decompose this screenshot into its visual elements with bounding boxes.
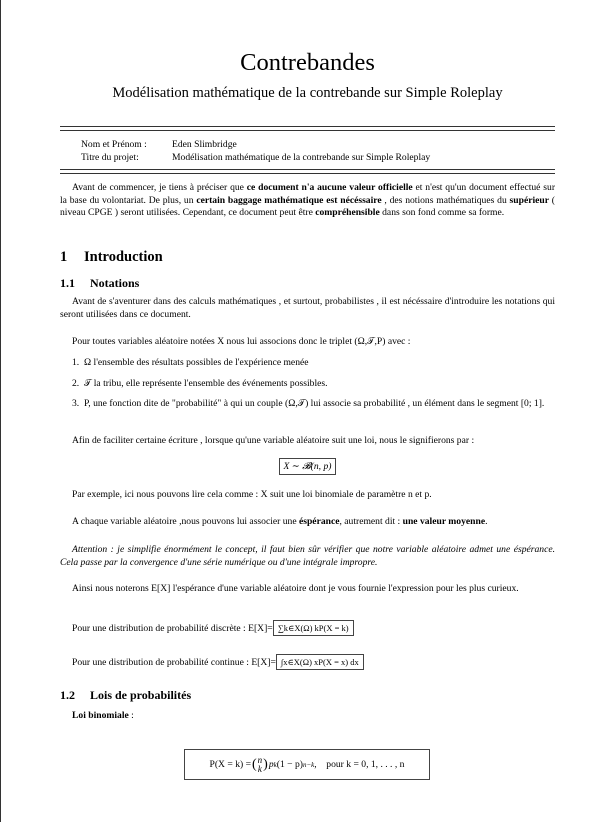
continuous-expectation: Pour une distribution de probabilité continue : E[X]= ∫x∈X(Ω) xP(X = x) dx (60, 656, 555, 670)
section-1-2-heading: 1.2 Lois de probabilités (60, 688, 192, 702)
project-key: Titre du projet: (81, 151, 139, 163)
author-metadata (81, 139, 430, 164)
document-subtitle: Modélisation mathématique de la contrebande sur Simple Roleplay (112, 85, 503, 101)
binomial-pmf-formula-box: P(X = k) = ( n k ) p k (1 − p) n−k , pour k = 0, 1, . . . , n (184, 749, 430, 780)
name-key: Nom et Prénom : (81, 139, 147, 150)
section-1-heading: 1 Introduction (60, 249, 163, 265)
definitions-list (60, 357, 555, 419)
section-1-1-heading: 1.1 Notations (60, 276, 140, 290)
binomiale-label: Loi binomiale (72, 710, 129, 721)
notations-paragraph: Avant de s'aventurer dans des calculs mathématiques , et surtout, probabilistes , il est nécéssaire d'introduire les notations qui seront utilisées dans ce document. (60, 296, 555, 320)
intro-paragraph: Avant de commencer, je tiens à préciser que ce document n'a aucune valeur officielle et n'est qu'un document effectué sur la base du volontariat. De plus, un certain baggage mathématique est nécéssaire , des notions mathématiques du supérieur ( niveau CPGE ) seront utilisées. Cependant, ce document peut être compréhensible dans son fond comme sa forme. (60, 182, 556, 219)
list-item: 2. 𝒯 la tribu, elle représente l'ensemble des événements possibles. (72, 377, 328, 389)
esperance-paragraph: A chaque variable aléatoire ,nous pouvons lui associer une éspérance, autrement dit : une valeur moyenne. (72, 516, 488, 527)
list-item: 1. Ω l'ensemble des résultats possibles de l'expérience menée (72, 357, 309, 368)
page-border (0, 0, 1, 822)
list-item: 3. P, une fonction dite de "probabilité" à qui un couple (Ω,𝒯) lui associe sa probabilité , un élément dans le segment [0; 1]. (72, 398, 545, 410)
discrete-formula-box: ∑k∈X(Ω) kP(X = k) (273, 620, 354, 636)
ainsi-paragraph: Ainsi nous noterons E[X] l'espérance d'une variable aléatoire dont je vous fournie l'expression pour les plus curieux. (72, 583, 519, 594)
header-rule-bottom-2 (60, 173, 555, 174)
discrete-expectation: Pour une distribution de probabilité discrète : E[X]= ∑k∈X(Ω) kP(X = k) (60, 622, 555, 636)
header-rule-bottom-1 (60, 169, 555, 170)
binomiale-label-line: Loi binomiale : (72, 710, 134, 721)
binomial-notation (60, 458, 555, 475)
name-value: Eden Slimbridge (172, 139, 237, 150)
attention-paragraph: Attention : je simplifie énormément le concept, il faut bien sûr vérifier que notre variable aléatoire admet une éspérance. Cela passe par la convergence d'une série numérique ou d'une intégrale impropre. (60, 544, 555, 568)
project-value: Modélisation mathématique de la contrebande sur Simple Roleplay (172, 151, 431, 163)
header-rule-top-1 (60, 126, 555, 127)
binomial-notation-box: X ∼ 𝓑(n, p) (279, 458, 337, 475)
header-rule-top-2 (60, 130, 555, 131)
continuous-formula-box: ∫x∈X(Ω) xP(X = x) dx (276, 654, 364, 670)
loi-paragraph: Afin de faciliter certaine écriture , lorsque qu'une variable aléatoire suit une loi, nous le signifierons par : (72, 435, 475, 446)
example-paragraph: Par exemple, ici nous pouvons lire cela comme : X suit une loi binomiale de paramètre n et p. (72, 489, 432, 500)
triplet-paragraph: Pour toutes variables aléatoire notées X nous lui associons donc le triplet (Ω,𝒯,P) avec : (72, 336, 411, 347)
document-title: Contrebandes (240, 49, 375, 76)
